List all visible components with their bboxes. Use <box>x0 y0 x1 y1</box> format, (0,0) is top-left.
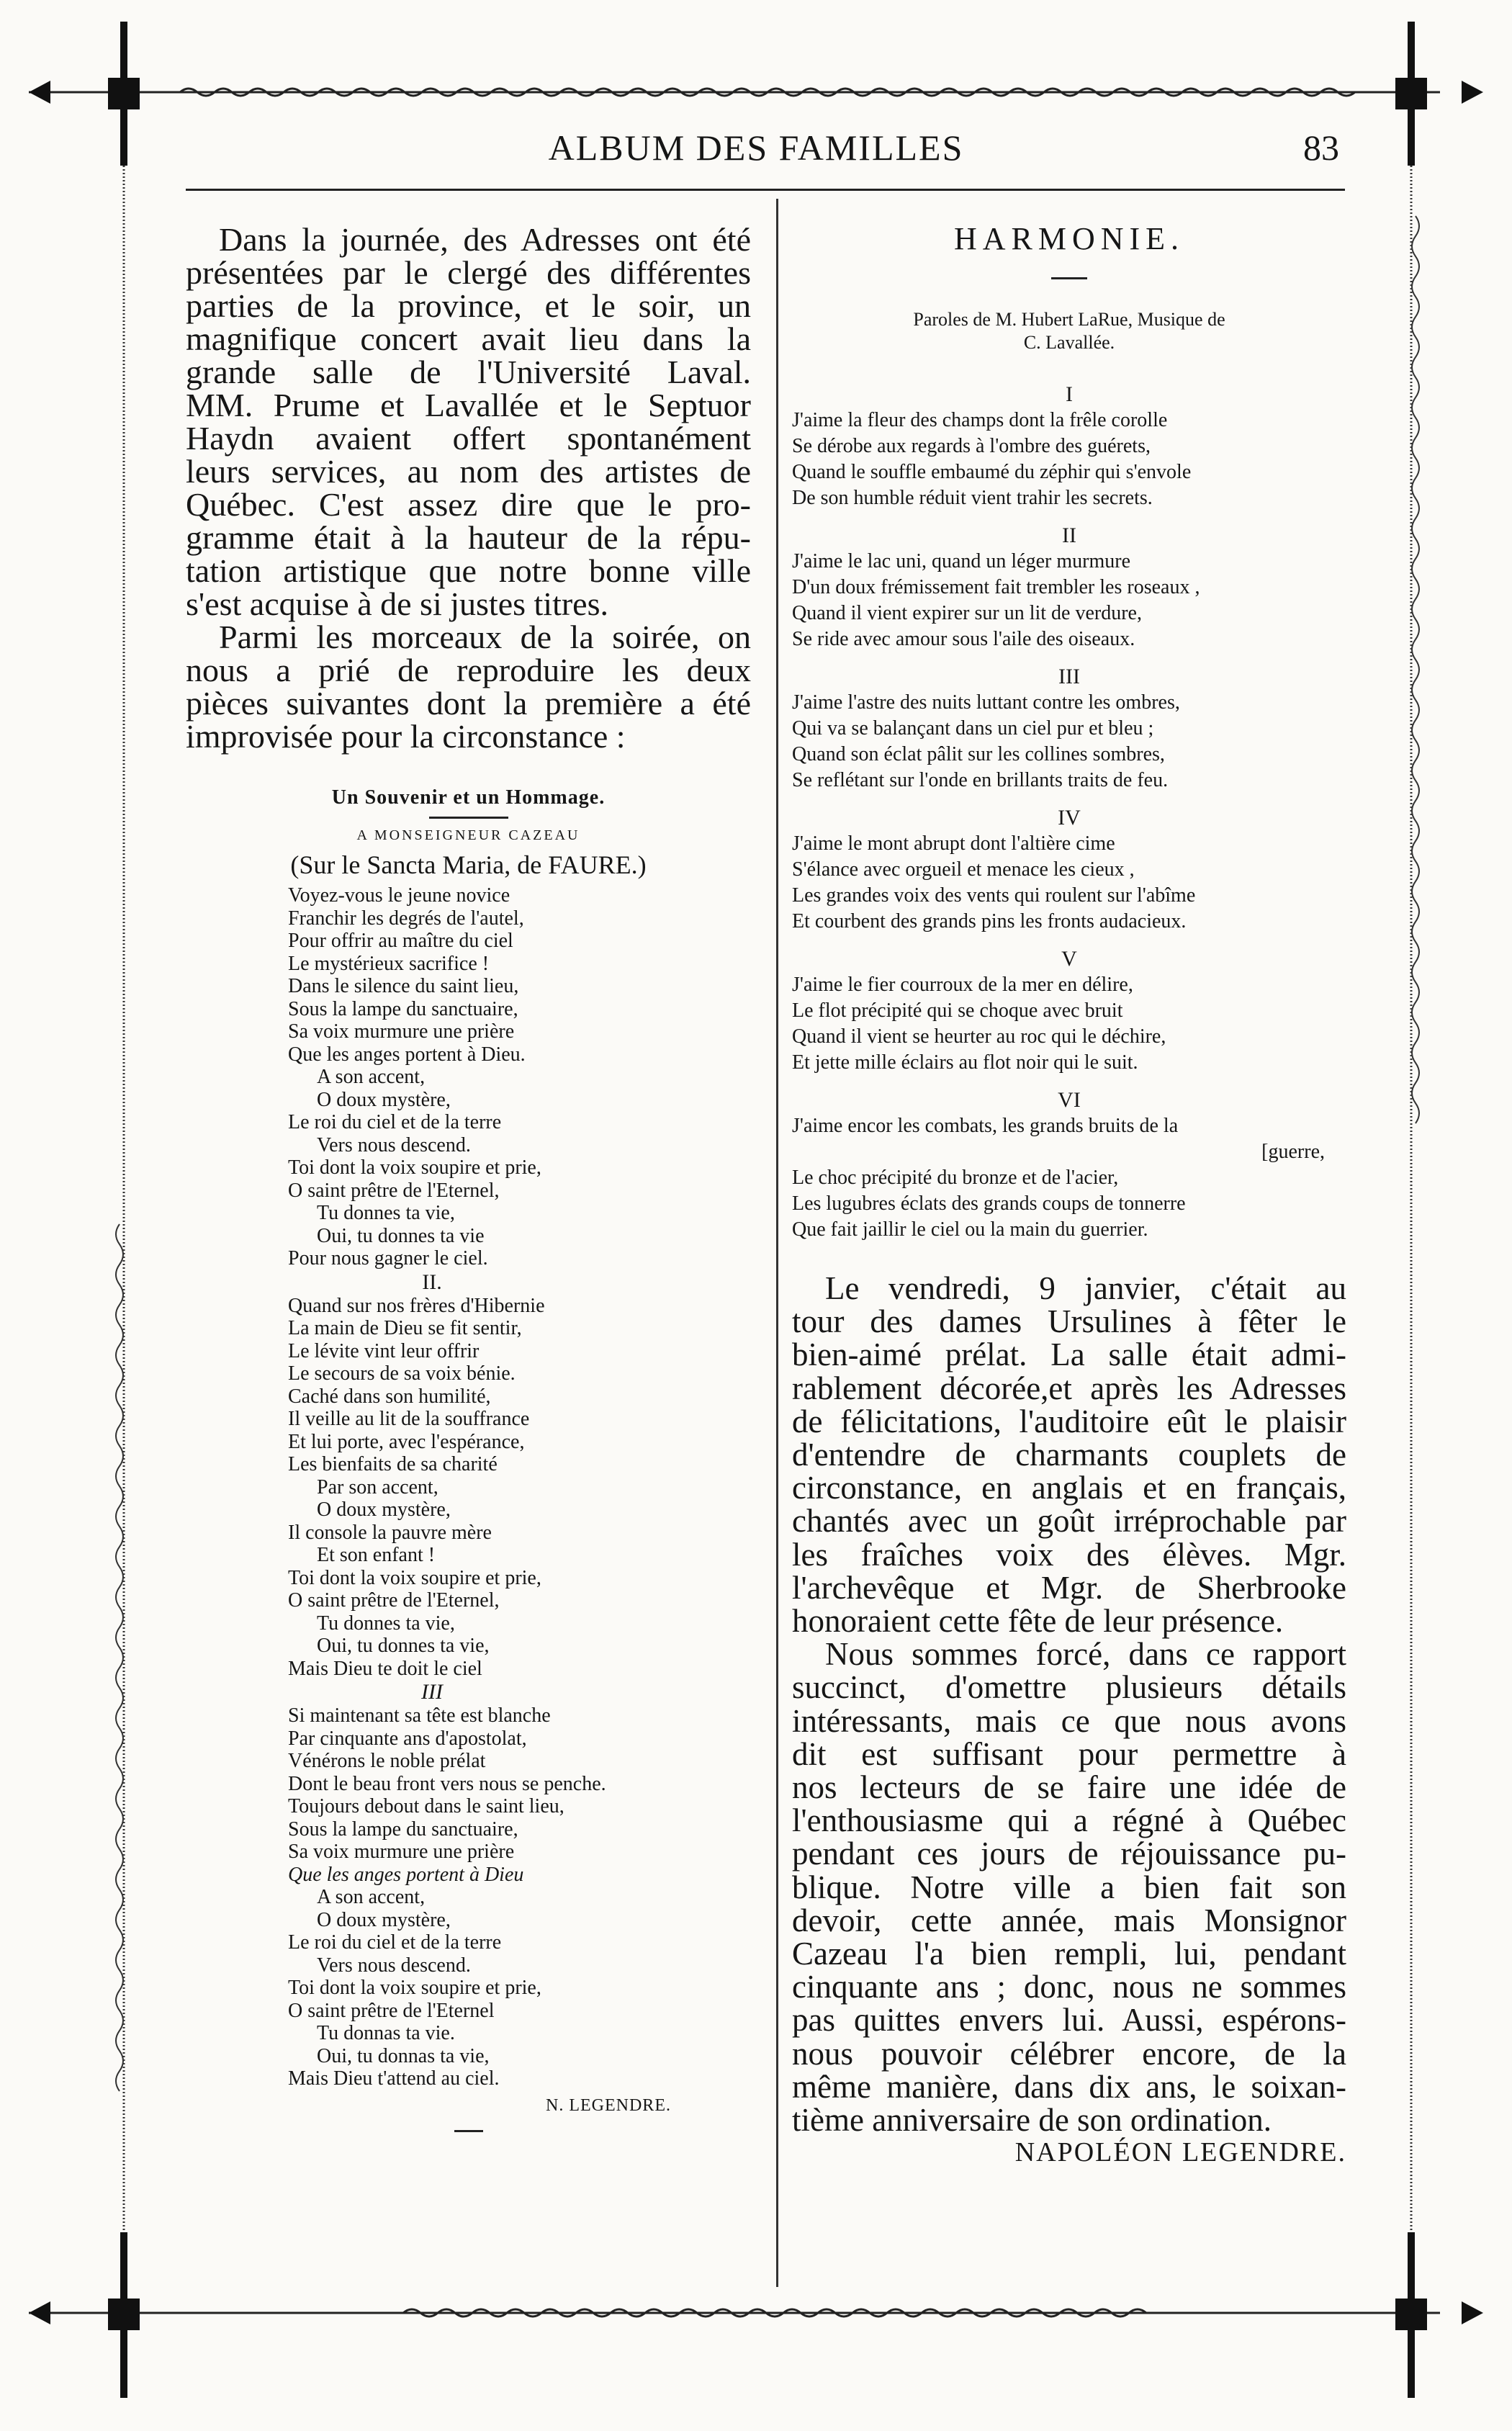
prose-line: pas quittes envers lui. Aussi, espérons- <box>792 2002 1346 2039</box>
prose-line: Nous sommes forcé, dans ce rapport <box>825 1636 1346 1673</box>
poem-line: Pour nous gagner le ciel. <box>288 1247 488 1270</box>
harmonie-stanza-number: V <box>1061 947 1077 971</box>
poem-line: A son accent, <box>317 1066 426 1088</box>
stanza-gap <box>792 1076 1346 1087</box>
article-signature: NAPOLÉON LEGENDRE. <box>1014 2137 1346 2168</box>
poem-line: Vers nous descend. <box>317 1133 471 1156</box>
column-divider <box>776 199 778 2287</box>
prose-line: présentées par le clergé des différentes <box>186 254 751 291</box>
harmonie-line: J'aime l'astre des nuits luttant contre les ombres, <box>792 691 1180 714</box>
stanza-gap <box>792 511 1346 523</box>
poem-line: Et lui porte, avec l'espérance, <box>288 1430 525 1453</box>
harmonie-line: Quand le souffle embaumé du zéphir qui s'envole <box>792 461 1192 483</box>
harmonie-line: Et courbent des grands pins les fronts audacieux. <box>792 910 1187 933</box>
harmonie-line: Et jette mille éclairs au flot noir qui le suit. <box>792 1051 1138 1074</box>
poem-title: Un Souvenir et un Hommage. <box>331 786 606 809</box>
poem-line: Quand sur nos frères d'Hibernie <box>288 1294 545 1317</box>
prose-line: pièces suivantes dont la première a été <box>186 685 751 722</box>
poem-line: Si maintenant sa tête est blanche <box>288 1704 551 1727</box>
poem-stanza-1 <box>288 884 751 1270</box>
prose-line: parties de la province, et le soir, un <box>186 287 751 324</box>
prose-line: intéressants, mais ce que nous avons <box>792 1702 1346 1739</box>
harmonie-line: Quand il vient expirer sur un lit de verdure, <box>792 602 1142 624</box>
prose-line: succinct, d'omettre plusieurs détails <box>792 1669 1346 1706</box>
harmonie-line: Quand il vient se heurter au roc qui le déchire, <box>792 1025 1166 1048</box>
prose-line: rablement décorée,et après les Adresses <box>792 1370 1346 1406</box>
harmonie-line: [guerre, <box>1261 1141 1325 1163</box>
poem-line: O saint prêtre de l'Eternel, <box>288 1179 500 1202</box>
harmonie-line: J'aime encor les combats, les grands bruits de la <box>792 1115 1179 1137</box>
intro-paragraph <box>186 223 751 753</box>
prose-line: l'archevêque et Mgr. de Sherbrooke <box>792 1569 1346 1606</box>
harmonie-line: De son humble réduit vient trahir les secrets. <box>792 487 1153 509</box>
harmonie-line: Se ride avec amour sous l'aile des oiseaux. <box>792 628 1135 650</box>
prose-line: d'entendre de charmants couplets de <box>792 1437 1346 1473</box>
prose-line: cinquante ans ; donc, nous ne sommes <box>792 1969 1346 2005</box>
harmonie-stanza-number: II <box>1062 524 1076 547</box>
poem-line: Oui, tu donnes ta vie, <box>317 1635 490 1657</box>
prose-line: Cazeau l'a bien rempli, lui, pendant <box>792 1936 1346 1972</box>
harmonie-line: Les lugubres éclats des grands coups de tonnerre <box>792 1192 1186 1215</box>
poem-line: Le lévite vint leur offrir <box>288 1339 480 1362</box>
poem-air-note: (Sur le Sancta Maria, de FAURE.) <box>290 850 647 879</box>
prose-line: tation artistique que notre bonne ville <box>186 552 751 589</box>
poem-line: Mais Dieu t'attend au ciel. <box>288 2067 500 2090</box>
poem-line: Franchir les degrés de l'autel, <box>288 907 524 930</box>
poem-stanza-number-3: III <box>421 1680 443 1704</box>
prose-line: nos lecteurs de se faire une idée de <box>792 1769 1346 1806</box>
poem-dedication: A MONSEIGNEUR CAZEAU <box>356 827 580 843</box>
poem-line: Sous la lampe du sanctuaire, <box>288 997 518 1020</box>
poem-line: Vers nous descend. <box>317 1954 471 1977</box>
prose-line: de félicitations, l'auditoire eût le plaisir <box>792 1403 1346 1439</box>
poem-line: O doux mystère, <box>317 1498 451 1521</box>
harmonie-stanza-number: III <box>1058 665 1080 688</box>
poem-line: Sa voix murmure une prière <box>288 1841 515 1863</box>
poem-line: Les bienfaits de sa charité <box>288 1453 498 1475</box>
harmonie-line: J'aime le lac uni, quand un léger murmure <box>792 550 1130 572</box>
prose-line: Le vendredi, 9 janvier, c'était au <box>825 1270 1346 1306</box>
harmonie-line: Quand son éclat pâlit sur les collines sombres, <box>792 743 1165 765</box>
poem-body <box>186 884 751 2090</box>
poem-signature: N. LEGENDRE. <box>546 2095 671 2115</box>
poem-line: Le roi du ciel et de la terre <box>288 1111 502 1133</box>
prose-line: leurs services, au nom des artistes de <box>186 453 751 490</box>
poem-line: Par son accent, <box>317 1475 438 1498</box>
page-number: 83 <box>1303 127 1339 168</box>
harmonie-line: D'un doux frémissement fait trembler les roseaux , <box>792 576 1200 598</box>
prose-line: s'est acquise à de si justes titres. <box>186 585 608 622</box>
poem-line: Tu donnes ta vie, <box>317 1202 455 1224</box>
poem-line: Le secours de sa voix bénie. <box>288 1362 516 1385</box>
prose-line: circonstance, en anglais et en français, <box>792 1470 1346 1506</box>
prose-line: chantés avec un goût irréprochable par <box>792 1503 1346 1540</box>
stanza-gap <box>792 935 1346 946</box>
poem-line: Toi dont la voix soupire et prie, <box>288 1566 541 1589</box>
end-mark <box>454 2130 483 2132</box>
prose-line: Québec. C'est assez dire que le pro- <box>186 486 751 523</box>
prose-line: nous pouvoir célébrer encore, de la <box>792 2035 1346 2072</box>
poem-stanza-number-2: II. <box>422 1270 442 1294</box>
prose-line: MM. Prume et Lavallée et le Septuor <box>186 387 751 423</box>
harmonie-line: Que fait jaillir le ciel ou la main du guerrier. <box>792 1218 1148 1241</box>
prose-line: honoraient cette fête de leur présence. <box>792 1603 1284 1640</box>
harmonie-poem <box>792 382 1346 1254</box>
poem-line: Sa voix murmure une prière <box>288 1020 515 1043</box>
prose-line: improvisée pour la circonstance : <box>186 718 626 755</box>
left-column <box>186 223 751 2132</box>
prose-line: Haydn avaient offert spontanément <box>186 420 751 457</box>
stanza-gap <box>792 1243 1346 1254</box>
prose-line: nous a prié de reproduire les deux <box>186 652 751 688</box>
harmonie-stanza-number: I <box>1066 382 1073 406</box>
poem-line: O saint prêtre de l'Eternel <box>288 1999 495 2022</box>
harmonie-credit-line-1: Paroles de M. Hubert LaRue, Musique de <box>913 309 1225 330</box>
poem-line: Que les anges portent à Dieu <box>288 1863 524 1886</box>
right-column <box>792 220 1346 2168</box>
poem-line: Le mystérieux sacrifice ! <box>288 952 490 975</box>
poem-line: Le roi du ciel et de la terre <box>288 1931 502 1954</box>
poem-line: O doux mystère, <box>317 1088 451 1111</box>
harmonie-line: Le choc précipité du bronze et de l'acier, <box>792 1167 1119 1189</box>
harmonie-stanza-number: VI <box>1058 1088 1081 1112</box>
prose-line: blique. Notre ville a bien fait son <box>792 1869 1346 1905</box>
poem-line: Il veille au lit de la souffrance <box>288 1408 530 1430</box>
prose-line: les fraîches voix des élèves. Mgr. <box>792 1536 1346 1573</box>
poem-line: O doux mystère, <box>317 1908 451 1931</box>
poem-line: Tu donnes ta vie, <box>317 1612 455 1635</box>
harmonie-line: Les grandes voix des vents qui roulent sur l'abîme <box>792 884 1196 907</box>
poem-line: Caché dans son humilité, <box>288 1385 491 1408</box>
poem-line: Toi dont la voix soupire et prie, <box>288 1156 541 1179</box>
poem-line: Mais Dieu te doit le ciel <box>288 1657 482 1680</box>
prose-line: même manière, dans dix ans, le soixan- <box>792 2068 1346 2105</box>
ursulines-paragraph <box>792 1270 1346 1640</box>
stanza-gap <box>792 794 1346 805</box>
poem-line: Que les anges portent à Dieu. <box>288 1043 526 1066</box>
harmonie-line: Se reflétant sur l'onde en brillants traits de feu. <box>792 769 1169 791</box>
stanza-gap <box>792 652 1346 664</box>
harmonie-line: J'aime la fleur des champs dont la frêle corolle <box>792 409 1168 431</box>
prose-line: gramme était à la hauteur de la répu- <box>186 519 751 556</box>
prose-line: pendant ces jours de réjouissance pu- <box>792 1835 1346 1872</box>
poem-line: Oui, tu donnas ta vie, <box>317 2044 490 2067</box>
prose-line: tour des dames Ursulines à fêter le <box>792 1303 1346 1340</box>
poem-line: Toi dont la voix soupire et prie, <box>288 1977 541 1999</box>
poem-line: Pour offrir au maître du ciel <box>288 930 513 952</box>
prose-line: Dans la journée, des Adresses ont été <box>219 221 751 258</box>
poem-line: Dont le beau front vers nous se penche. <box>288 1772 606 1795</box>
harmonie-line: S'élance avec orgueil et menace les cieux , <box>792 858 1135 881</box>
harmonie-line: J'aime le fier courroux de la mer en délire, <box>792 974 1133 996</box>
poem-line: Voyez-vous le jeune novice <box>288 884 510 907</box>
harmonie-title: HARMONIE. <box>953 221 1185 256</box>
poem-line: Et son enfant ! <box>317 1544 436 1566</box>
poem-line: Vénérons le noble prélat <box>288 1750 486 1772</box>
poem-line: A son accent, <box>317 1886 426 1908</box>
prose-line: dit est suffisant pour permettre à <box>792 1735 1346 1772</box>
harmonie-credit-line-2: C. Lavallée. <box>1023 332 1115 353</box>
poem-line: La main de Dieu se fit sentir, <box>288 1317 522 1339</box>
poem-line: Par cinquante ans d'apostolat, <box>288 1727 527 1750</box>
poem-line: Toujours debout dans le saint lieu, <box>288 1795 564 1817</box>
closing-paragraph <box>792 1636 1346 2139</box>
poem-line: Oui, tu donnes ta vie <box>317 1224 485 1247</box>
poem-stanza-3 <box>288 1704 751 2090</box>
poem-line: Tu donnas ta vie. <box>317 2022 455 2044</box>
prose-line: grande salle de l'Université Laval. <box>186 354 751 390</box>
running-head-title: ALBUM DES FAMILLES <box>548 127 964 168</box>
poem-stanza-2 <box>288 1295 751 1681</box>
poem-line: Il console la pauvre mère <box>288 1521 492 1544</box>
prose-line: devoir, cette année, mais Monsignor <box>792 1902 1346 1938</box>
poem-line: O saint prêtre de l'Eternel, <box>288 1589 500 1612</box>
bottom-border-ornament <box>29 2232 1483 2398</box>
harmonie-line: J'aime le mont abrupt dont l'altière cime <box>792 832 1115 855</box>
header-rule <box>186 189 1345 191</box>
prose-line: tième anniversaire de son ordination. <box>792 2102 1272 2139</box>
prose-line: magnifique concert avait lieu dans la <box>186 320 751 357</box>
prose-line: l'enthousiasme qui a régné à Québec <box>792 1802 1346 1839</box>
harmonie-stanza-number: IV <box>1058 806 1081 830</box>
prose-line: Parmi les morceaux de la soirée, on <box>219 619 751 655</box>
harmonie-line: Se dérobe aux regards à l'ombre des guérets, <box>792 435 1151 457</box>
poem-line: Dans le silence du saint lieu, <box>288 975 519 997</box>
prose-line: bien-aimé prélat. La salle était admi- <box>792 1336 1346 1373</box>
harmonie-line: Qui va se balançant dans un ciel pur et bleu ; <box>792 717 1154 740</box>
harmonie-line: Le flot précipité qui se choque avec bruit <box>792 999 1123 1022</box>
poem-line: Sous la lampe du sanctuaire, <box>288 1817 518 1841</box>
